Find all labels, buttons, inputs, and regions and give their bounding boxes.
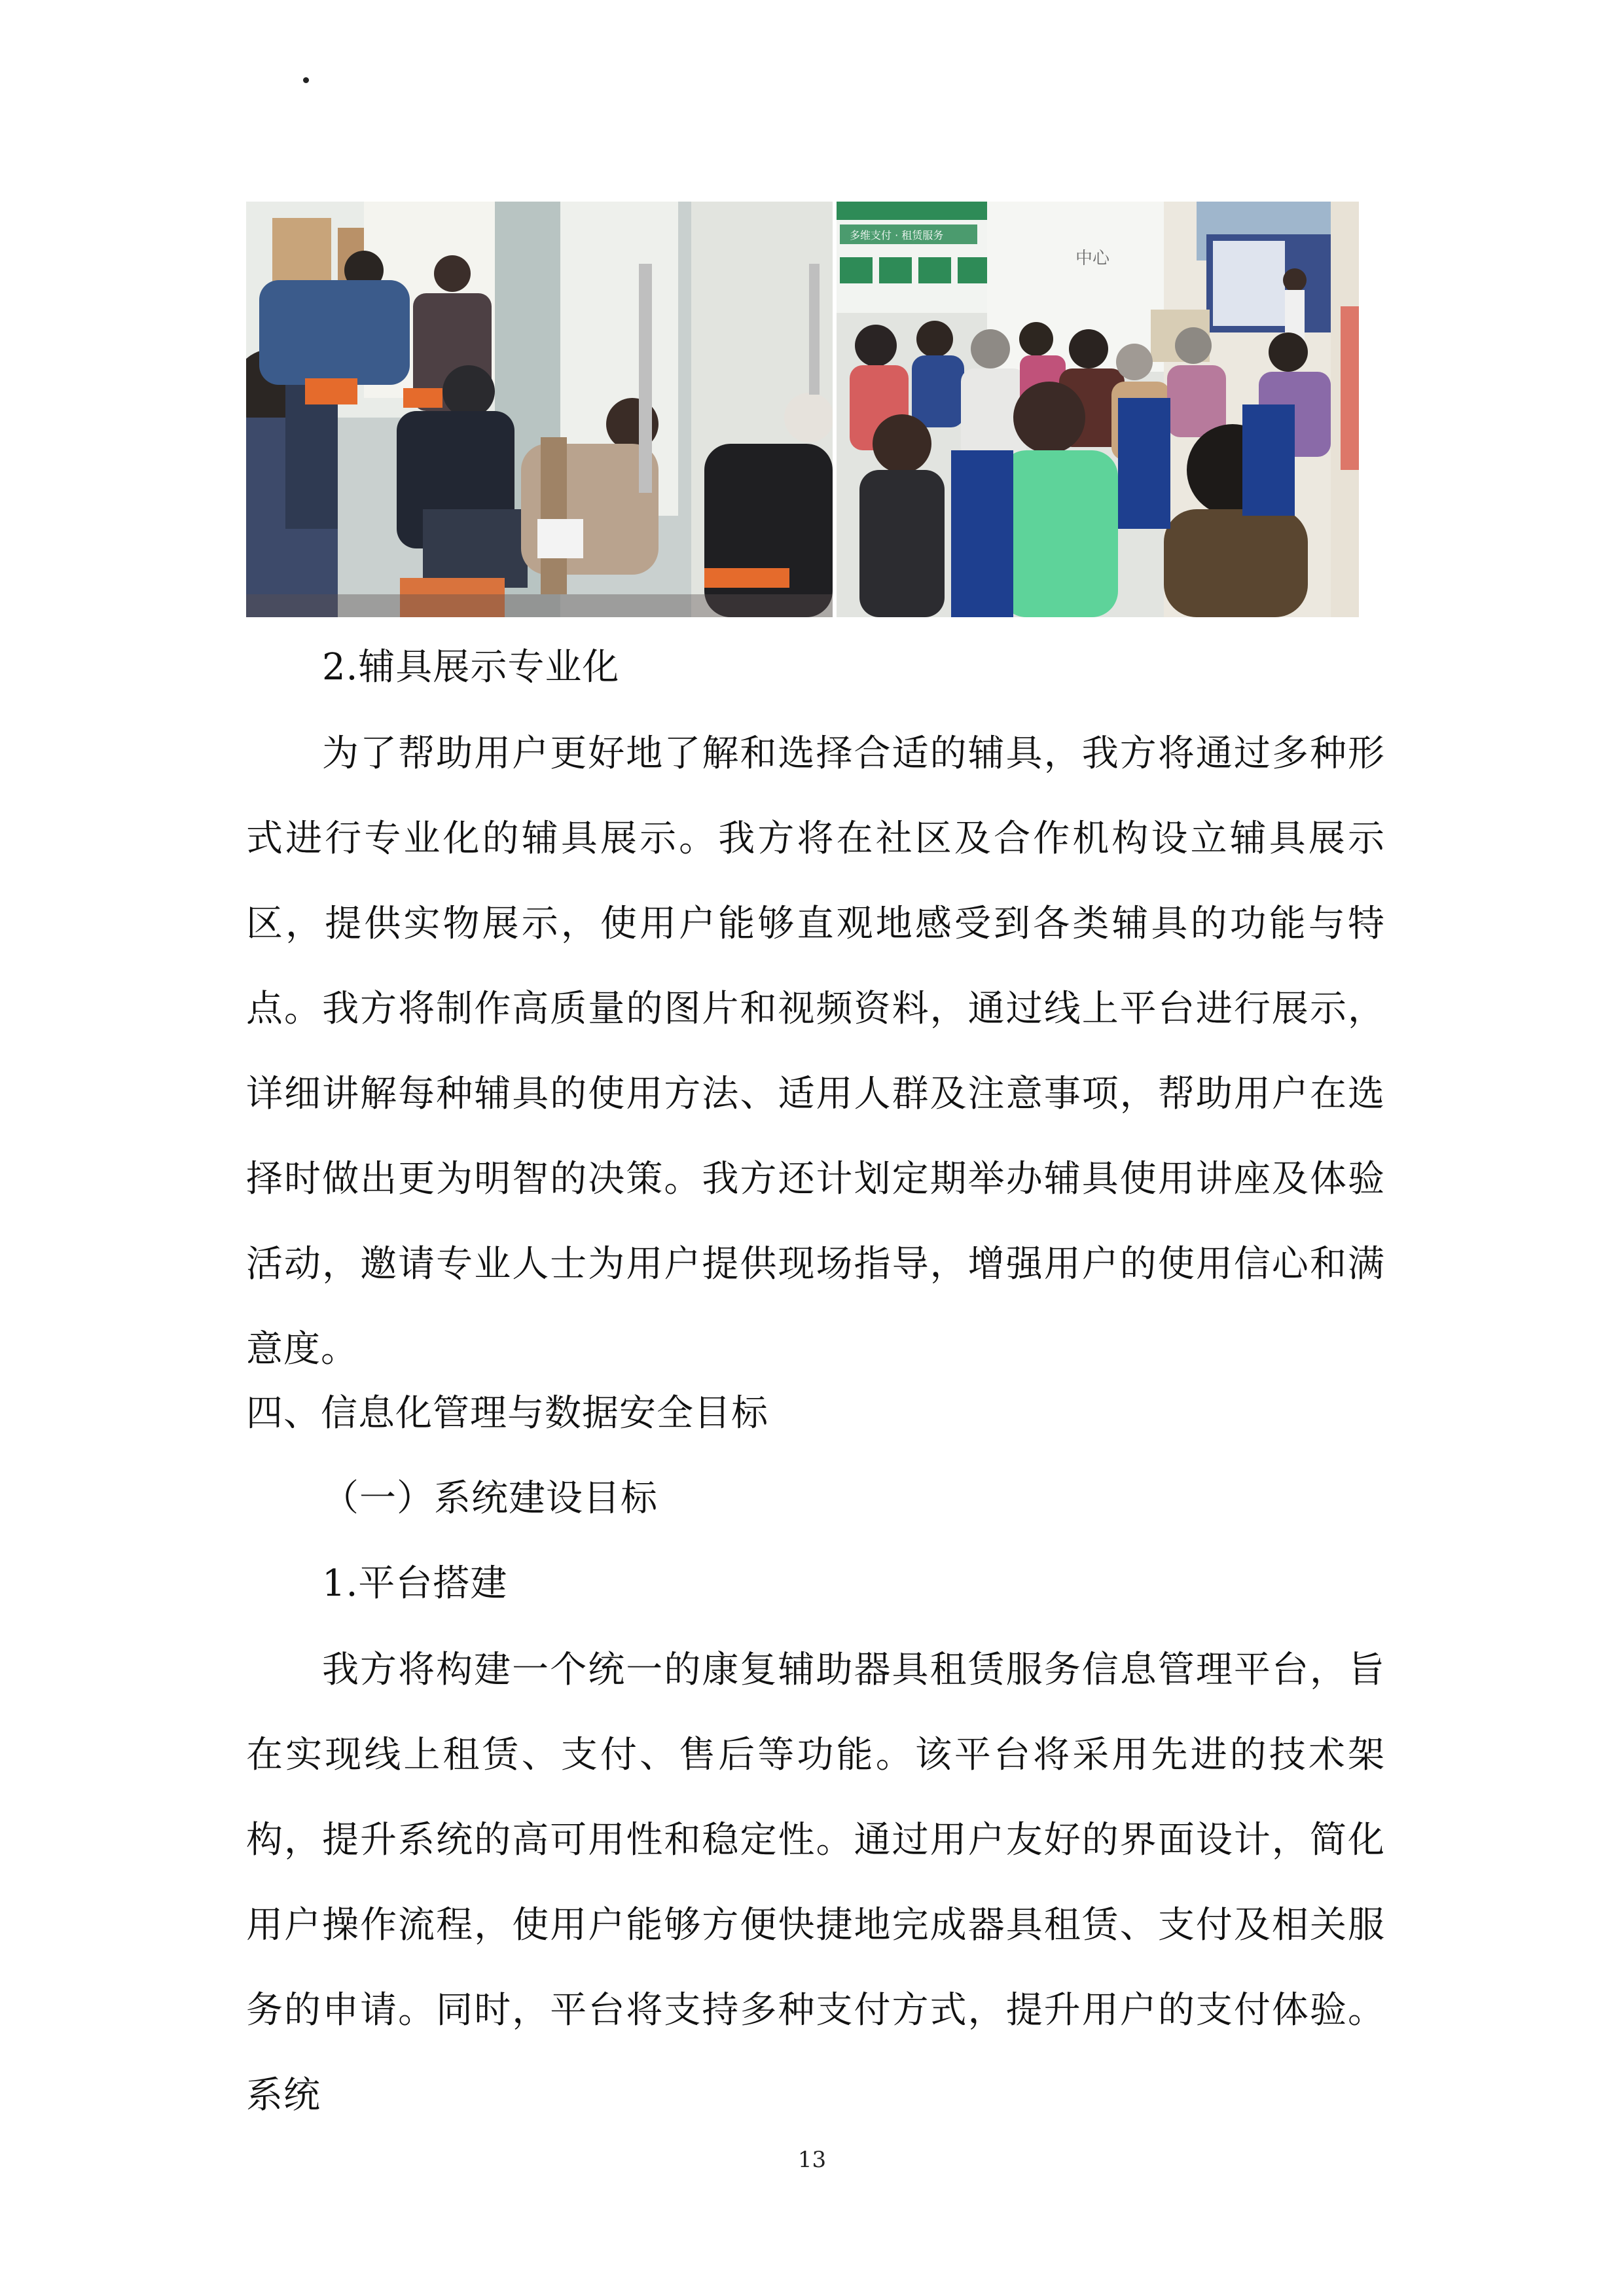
photo-lecture-scene (837, 202, 1359, 617)
page-number: 13 (797, 2147, 827, 2173)
photo-consultation-scene (246, 202, 833, 617)
paragraph-platform-building: 我方将构建一个统一的康复辅助器具租赁服务信息管理平台，旨在实现线上租赁、支付、售后等功能。该平台将采用先进的技术架构，提升系统的高可用性和稳定性。通过用户友好的界面设计，简化用户操作流程，使用户能够方便快捷地完成器具租赁、支付及相关服务的申请。同时，平台将支持多种支付方式，提升用户的支付体验。系统 (246, 1649, 1385, 2117)
photo-row (246, 202, 1359, 617)
center-sign-text: 中心 (1075, 249, 1110, 268)
paragraph-assistive-display: 为了帮助用户更好地了解和选择合适的辅具，我方将通过多种形式进行专业化的辅具展示。我方将在社区及合作机构设立辅具展示区，提供实物展示，使用户能够直观地感受到各类辅具的功能与特点。我方将制作高质量的图片和视频资料，通过线上平台进行展示，详细讲解每种辅具的使用方法、适用人群及注意事项，帮助用户在选择时做出更为明智的决策。我方还计划定期举办辅具使用讲座及体验活动，邀请专业人士为用户提供现场指导，增强用户的使用信心和满意度。 (246, 732, 1385, 1371)
heading-platform-building: 1.平台搭建 (322, 1562, 508, 1605)
photo-lecture-illustration (837, 202, 1359, 617)
wall-poster-text: 多维支付 · 租赁服务 (850, 229, 944, 242)
bullet-dot (303, 77, 309, 83)
heading-assistive-display: 2.辅具展示专业化 (322, 646, 620, 689)
section-heading-informatization: 四、信息化管理与数据安全目标 (246, 1392, 768, 1435)
photo-consultation-illustration (246, 202, 833, 617)
subsection-heading-system-goals: （一）系统建设目标 (322, 1477, 658, 1520)
